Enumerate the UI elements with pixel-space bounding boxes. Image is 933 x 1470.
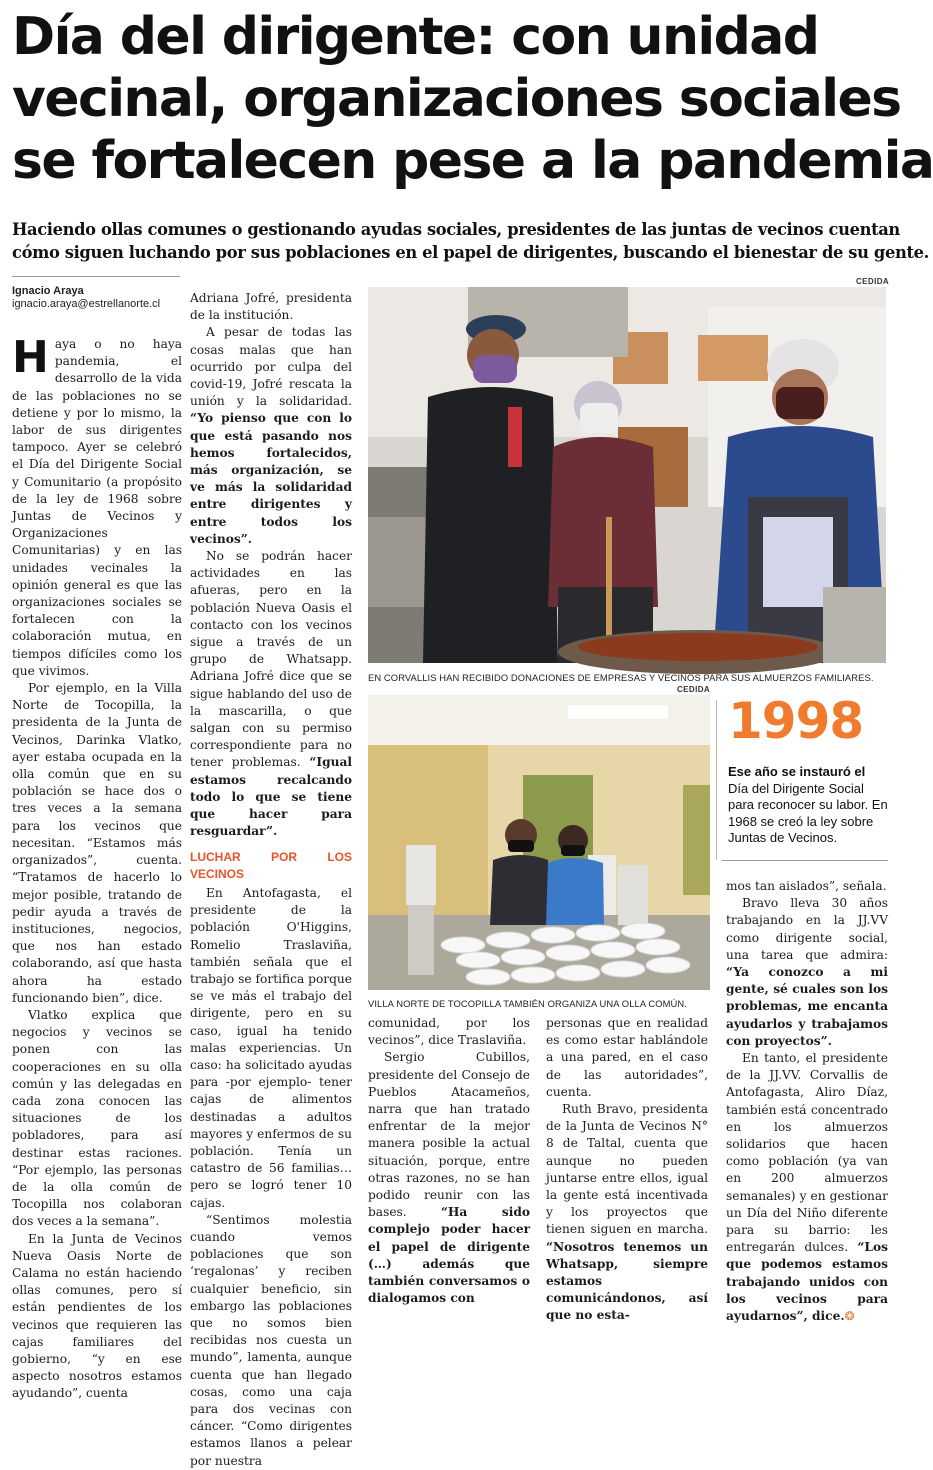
headline (12, 6, 933, 192)
article-column-5 (726, 878, 888, 1324)
byline-author: Ignacio Araya (12, 285, 84, 297)
paragraph: Haya o no haya pandemia, el desarrollo de la vida de las poblaciones no se detiene y por lo mismo, la labor de sus dirigentes tampoco. Ayer se celebró el Día del Dirigente Social y Comunitario (a propósito de la ley de 1968 sobre Juntas de Vecinos y Organizaciones Comunitarias) y en las unidades vecinales la opinión general es que las organizaciones sociales se fortalecen con la colaboración mutua, en tiempos difíciles como los que vivimos. (12, 332, 182, 678)
olla-comun-photo-caption: VILLA NORTE DE TOCOPILLA TAMBIÉN ORGANIZA UNA OLLA COMÚN. (368, 998, 687, 1009)
drop-cap: H (12, 332, 49, 383)
paragraph: Bravo lleva 30 años trabajando en la JJ.VV como dirigente social, una tarea que admira: “Ya conozco a mi gente, sé cuales son los problemas, me encanta ayudarlos y trabajamos con proyectos”. (726, 896, 888, 1048)
olla-comun-photo (368, 695, 710, 990)
article-column-4 (546, 1015, 708, 1323)
paragraph: No se podrán hacer actividades en las afueras, pero en la población Nueva Oasis el contacto con los vecinos sigue a través de un grupo de Whatsapp. Adriana Jofré dice que se sigue hablando del uso de la mascarilla, o que salgan con su permiso correspondiente para no tener problemas. “Igual estamos recalcando todo lo que se tiene que hacer para resguardar”. (190, 549, 353, 839)
end-mark-icon: ❂ (844, 1309, 855, 1324)
paragraph: En tanto, el presidente de la JJ.VV. Corvallis de Antofagasta, Aliro Díaz, también está concentrado en los almuerzos solidarios que hacen como población (ya van en 200 almuerzos semanales) y en gestionar un Día del Niño diferente para su barrio: les entregarán dulces. “Los que podemos estamos trabajando unidos con los vecinos para ayudarnos”, dice.❂ (726, 1051, 888, 1324)
article-column-3 (368, 1015, 531, 1306)
headline-line-1: Día del dirigente: con unidad (12, 7, 819, 67)
article-column-1 (12, 332, 182, 1401)
subheadline-line-2: cómo siguen luchando por sus poblaciones en el papel de dirigentes, buscando el bienestar de su gente. (12, 243, 929, 262)
paragraph: Ruth Bravo, presidenta de la Junta de Vecinos N° 8 de Taltal, cuenta que aunque no pueden juntarse entre ellos, igual la gente está incentivada y los proyectos que tienen siguen en marcha. “Nosotros tenemos un Whatsapp, siempre estamos comunicándonos, así que no esta- (546, 1102, 708, 1323)
factbox-body: Día del Dirigente Social para reconocer su labor. En 1968 se creó la ley sobre Juntas de Vecinos. (728, 780, 888, 845)
paragraph: Por ejemplo, en la Villa Norte de Tocopilla, la presidenta de la Junta de Vecinos, Darinka Vlatko, ayer estaba ocupada en la olla común que en su población se hace dos o tres veces a la semana para los vecinos que necesitan. “Estamos más organizados”, cuenta. “Tratamos de hacerlo lo mejor posible, tratando de pedir ayuda a través de instituciones, negocios, que nos han estado colaborando, así que hasta ahora ha estado funcionando bien”, dice. (12, 681, 182, 1005)
kitchen-photo-caption: EN CORVALLIS HAN RECIBIDO DONACIONES DE EMPRESAS Y VECINOS PARA SUS ALMUERZOS FAMILIARES. (368, 672, 874, 683)
section-heading: LUCHAR POR LOS VECINOS (190, 849, 352, 881)
paragraph: En Antofagasta, el presidente de la población O'Higgins, Romelio Traslaviña, también señala que el trabajo se fortifica porque se ve más el trabajo del dirigente, pero en su caso, igual ha tenido malas experiencias. Un caso: ha solicitado ayudas para -por ejemplo- tener cajas de alimentos destinadas a adultos mayores y enfermos de su población. Tenía un catastro de 56 familias… pero se logró tener 10 cajas. (190, 885, 352, 1210)
factbox-bottom-rule (722, 860, 888, 861)
factbox-lead: Ese año se instauró el (728, 764, 866, 779)
article-column-2 (190, 290, 353, 1468)
olla-comun-photo-image (368, 695, 710, 990)
paragraph: Adriana Jofré, presidenta de la institución. (190, 291, 352, 323)
subheadline-line-1: Haciendo ollas comunes o gestionando ayudas sociales, presidentes de las juntas de vecinos cuentan (12, 220, 900, 239)
paragraph: personas que en realidad es como estar hablándole a una pared, en el caso de las autoridades”, cuenta. (546, 1016, 708, 1099)
headline-line-3: se fortalecen pese a la pandemia (12, 131, 933, 191)
factbox-year: 1998 (728, 692, 864, 750)
paragraph: comunidad, por los vecinos”, dice Traslaviña. (368, 1016, 530, 1048)
paragraph: mos tan aislados”, señala. (726, 879, 887, 893)
paragraph: Sergio Cubillos, presidente del Consejo de Pueblos Atacameños, narra que han tratado enfrentar de la mejor manera posible la actual situación, porque, entre otras razones, no se han podido reunir con las bases. “Ha sido complejo poder hacer el papel de dirigente (…) además que también conversamos o dialogamos con (368, 1050, 531, 1306)
paragraph: Vlatko explica que negocios y vecinos se ponen con las cooperaciones en su olla común y las delegadas en cada zona conocen las situaciones de los pobladores, para así destinar estas raciones. “Por ejemplo, las personas de la olla común de Tocopilla nos colaboran dos veces a la semana”. (12, 1007, 182, 1229)
byline-email: ignacio.araya@estrellanorte.cl (12, 298, 161, 310)
kitchen-photo-image (368, 287, 886, 663)
factbox-text (728, 764, 888, 847)
paragraph: En la Junta de Vecinos Nueva Oasis Norte de Calama no están haciendo ollas comunes, pero sí están pendientes de los vecinos que requieren las cajas familiares del gobierno, “y en ese aspecto nosotros estamos ayudando”, cuenta (12, 1231, 182, 1401)
photo-credit: CEDIDA (856, 277, 890, 286)
headline-line-2: vecinal, organizaciones sociales (12, 69, 901, 129)
factbox-divider (716, 700, 717, 860)
photo-credit: CEDIDA (677, 685, 711, 694)
subheadline (12, 218, 929, 264)
byline-divider (12, 276, 180, 277)
paragraph: “Sentimos molestia cuando vemos poblaciones que son ‘regalonas’ y reciben cualquier beneficio, sin embargo las poblaciones que no somos bien recibidas nos cuesta un mundo”, lamenta, aunque cuenta que han llegado cosas, como una caja para dos vecinas con cáncer. “Como dirigentes estamos llanos a pelear por nuestra (190, 1212, 352, 1468)
kitchen-photo (368, 287, 886, 663)
paragraph: A pesar de todas las cosas malas que han ocurrido por culpa del covid-19, Jofré rescata la unión y la solidaridad. “Yo pienso que con lo que está pasando nos hemos fortalecidos, más organización, se ve más la solidaridad entre dirigentes y entre todos los vecinos”. (190, 325, 352, 546)
